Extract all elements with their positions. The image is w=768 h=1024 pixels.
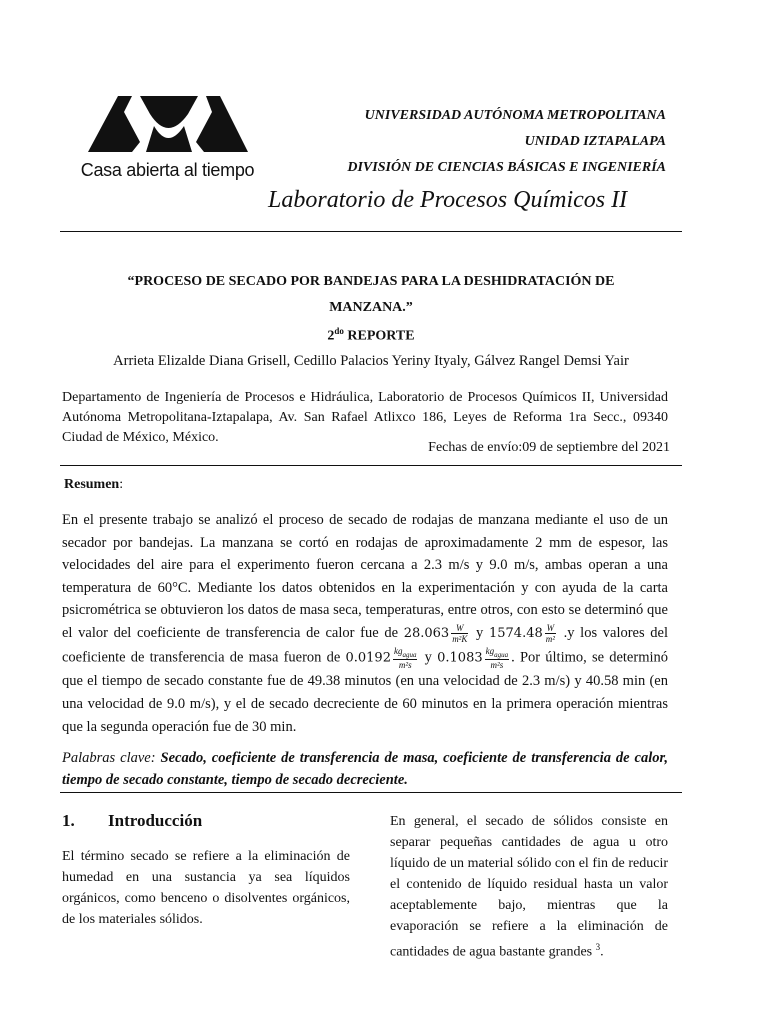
heat-coef-2-unit-den: m² — [545, 634, 555, 645]
intro-right-column — [390, 811, 668, 963]
mass-coef-1-unit-kg: kg — [393, 645, 403, 656]
mass-coef-1-unit-den: m²s — [398, 660, 412, 671]
report-number-digit: 2 — [327, 328, 335, 344]
mass-coef-1: 0.0192 — [345, 650, 391, 666]
heat-coef-1-unit — [451, 623, 468, 644]
lab-title: Laboratorio de Procesos Químicos II — [268, 187, 628, 213]
abstract-body — [62, 509, 668, 738]
affiliation-divider — [60, 465, 682, 466]
intro-right-end: . — [600, 944, 604, 960]
abstract-heading — [64, 477, 123, 493]
heat-coef-2-unit-num: W — [546, 623, 555, 634]
keywords-list: Secado, coeficiente de transferencia de masa, coeficiente de transferencia de calor, tiempo de secado constante, tiempo de secado decreciente. — [62, 750, 668, 788]
keywords-divider — [60, 792, 682, 793]
intro-left-column — [62, 846, 350, 930]
header-divider — [60, 231, 682, 232]
mass-coef-2-unit-kg: kg — [485, 645, 495, 656]
report-number-word: REPORTE — [343, 328, 415, 344]
abstract-paragraph — [62, 509, 668, 738]
section-number: 1. — [62, 811, 75, 830]
heat-coef-1-unit-num: W — [451, 623, 468, 634]
mass-coef-2-unit-num — [485, 646, 510, 661]
mass-coef-1-unit-sub: agua — [402, 650, 417, 659]
mass-coef-2: 0.1083 — [437, 650, 483, 666]
abstract-text-1: En el presente trabajo se analizó el proceso de secado de rodajas de manzana mediante el uso de un secador por bandejas. La manzana se cortó en rodajas de aproximadamente 2 mm de espesor, las velocidades del aire para el experimento fueron cercana a 2.3 m/s y 9.0 m/s, ambas operan a una temperatura de 60°C. Mediante los datos obtenidos en la experimentación y con ayuda de la carta psicrométrica se obtuvieron los datos de masa seca, temperaturas, entre otros, con esto se determinó que el valor del coeficiente de transferencia de calor fue de — [62, 512, 668, 641]
intro-right-text: En general, el secado de sólidos consiste en separar pequeñas cantidades de agua u otro líquido de un material sólido con el fin de reducir el contenido de líquido residual hasta un valor aceptablemente bajo, mientras que la evaporación se refiere a la eliminación de cantidades de agua bastante grandes — [390, 814, 668, 960]
authors: Arrieta Elizalde Diana Grisell, Cedillo Palacios Yeriny Ityaly, Gálvez Rangel Demsi Yair — [113, 353, 629, 369]
heat-coef-2: 1574.48 — [488, 625, 543, 641]
intro-left-paragraph: El término secado se refiere a la eliminación de humedad en una sustancia ya sea líquidos orgánicos, como benceno o disolventes orgánicos, de los materiales sólidos. — [62, 849, 350, 927]
intro-right-paragraph — [390, 811, 668, 963]
submission-date: Fechas de envío:09 de septiembre del 2021 — [428, 440, 670, 455]
section-heading-introduccion — [62, 811, 202, 831]
citation-ref: 3 — [595, 942, 601, 952]
abstract-and-1: y — [470, 624, 489, 641]
abstract-and-2: y — [419, 649, 438, 666]
abstract-heading-colon: : — [119, 477, 124, 492]
affiliation: Departamento de Ingeniería de Procesos e Hidráulica, Laboratorio de Procesos Químicos II, Universidad Autónoma Metropolitana-Iztapalapa, Av. San Rafael Atlixco 186, Leyes de Reforma 1ra Secc., 09340 Ciudad de México, México. — [62, 390, 668, 445]
abstract-heading-label: Resumen — [64, 477, 120, 492]
mass-coef-2-unit — [485, 646, 510, 671]
report-title-line1: “PROCESO DE SECADO POR BANDEJAS PARA LA DESHIDRATACIÓN DE — [127, 274, 615, 289]
section-title: Introducción — [108, 811, 203, 830]
logo-motto: Casa abierta al tiempo — [80, 160, 255, 180]
mass-coef-2-unit-sub: agua — [494, 650, 509, 659]
unit-name: UNIDAD IZTAPALAPA — [524, 134, 666, 149]
abstract-text-2: .y los valores del coeficiente de transferencia de masa fueron de — [62, 624, 669, 666]
uam-logo — [80, 92, 260, 182]
keywords — [62, 747, 668, 791]
heat-coef-2-unit — [545, 623, 556, 644]
mass-coef-1-unit — [393, 646, 418, 671]
uam-logo-mark — [80, 92, 255, 154]
university-name: UNIVERSIDAD AUTÓNOMA METROPOLITANA — [364, 108, 666, 123]
mass-coef-2-unit-den: m²s — [490, 660, 504, 671]
report-title-line2: MANZANA.” — [329, 300, 413, 315]
abstract-text-3: . Por último, se determinó que el tiempo de secado constante fue de 49.38 minutos (en una velocidad de 2.3 m/s) y 40.58 min (en una velocidad de 9.0 m/s), y el de secado decreciente de 60 minutos en la primera operación mientras que la segunda operación fue de 30 min. — [62, 649, 669, 735]
heat-coef-1: 28.063 — [403, 625, 450, 641]
report-number — [60, 326, 682, 345]
division-name: DIVISIÓN DE CIENCIAS BÁSICAS E INGENIERÍA — [347, 160, 666, 175]
report-number-sup: do — [334, 326, 344, 336]
mass-coef-1-unit-num — [393, 646, 418, 661]
keywords-label: Palabras clave: — [62, 750, 161, 766]
heat-coef-1-unit-den: m²K — [452, 634, 468, 645]
